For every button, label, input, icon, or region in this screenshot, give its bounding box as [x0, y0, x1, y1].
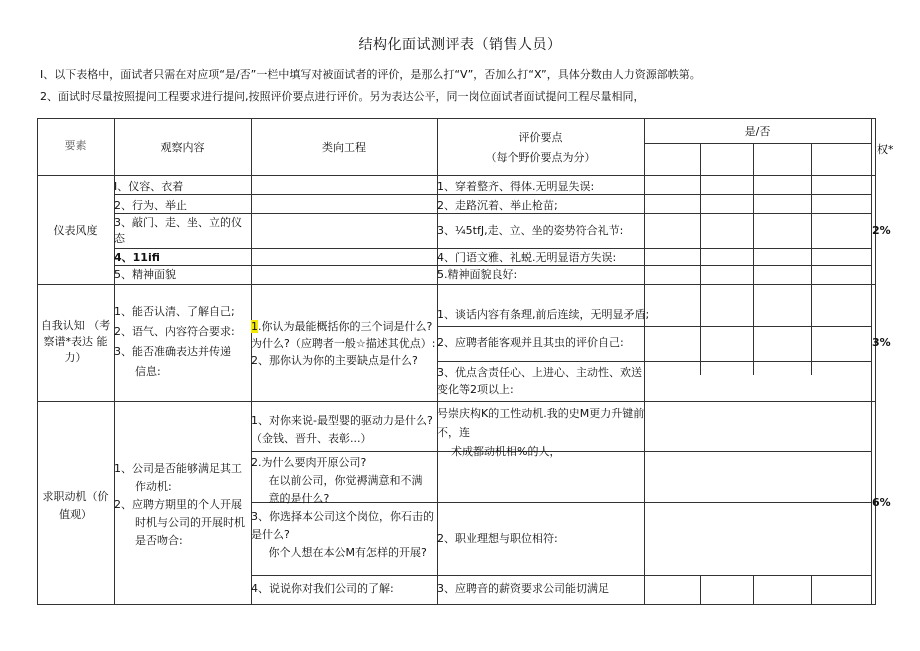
col-line — [700, 575, 701, 604]
eval-item: 2、走路沉着、举止枪苗; — [437, 199, 558, 212]
eval-item: 3、优点含责任心、上进心、主动性、欢送 变化等2项以上: — [437, 366, 642, 396]
question-item: 4、说说你对我们公司的了解: — [251, 582, 394, 595]
header-element: 要素 — [64, 139, 87, 152]
row-line — [437, 361, 871, 362]
element-appearance: 仪表风度 — [53, 224, 98, 237]
eval-item: 4、门语文雅、礼蜕.无明显语方失误: — [437, 251, 617, 264]
question-body: .你认为最能概括你的三个词是什么? 为什么?（应聘者一般☆描述其优点）: 2、那你认为你的主要缺点是什么? — [251, 320, 436, 367]
eval-item: 5.精神面貌良好: — [437, 268, 518, 281]
observe-text: 1、公司是否能够满足其工 作动机: 2、应聘方期里的个人开展 时机与公司的开展时机 是否吻合: — [114, 462, 245, 547]
eval-item: 2、应聘者能客观并且其虫的评价自己: — [437, 336, 624, 349]
header-bottom — [37, 175, 875, 176]
section-divider — [37, 284, 875, 285]
col-line — [871, 118, 872, 605]
page-title: 结构化面试测评表（销售人员） — [358, 37, 562, 53]
col-line — [753, 575, 754, 604]
observe-item: 4、11ifi — [114, 251, 160, 264]
header-observe: 观察内容 — [160, 141, 205, 154]
header-question: 类向工程 — [322, 141, 366, 154]
eval-item: 1、谈话内容有条理,前后连续，无明显矛盾; — [437, 308, 650, 321]
col-line — [811, 143, 812, 375]
table-border-top — [37, 118, 875, 119]
table-border-right — [875, 118, 876, 605]
yesno-divider — [644, 143, 871, 144]
eval-item: 号崇庆构K的工性动机.我的史M更力升键前 不，连 术成都动机相%的人， — [437, 407, 645, 458]
question-number-highlight: 1 — [251, 320, 258, 333]
eval-item: 3、应聘音的薪资要求公司能切满足 — [437, 582, 609, 595]
observe-text: 1、能否认清、了解自己; 2、语气、内容符合要求: 3、能否准确表达并传递 信息: — [114, 305, 235, 378]
header-yesno: 是/否 — [744, 125, 771, 138]
weight-value: 2% — [872, 224, 891, 237]
row-line — [437, 326, 871, 327]
header-eval: 评价要点 — [518, 131, 563, 144]
question-text — [251, 318, 435, 369]
row-line — [114, 248, 871, 249]
col-line — [644, 118, 645, 605]
table-border-bottom — [37, 604, 875, 605]
observe-item: 5、精神面貌 — [114, 268, 176, 281]
col-line — [753, 143, 754, 375]
header-eval-sub: （每个野价要点为分） — [485, 151, 596, 164]
question-item: 1、对你来说-最型婴的驱动力是什么? （金钱、晋升、表彰...） — [251, 414, 433, 445]
observe-item: I、仪容、衣着 — [114, 180, 184, 193]
instruction-note-2: 2、面试时尽量按照提问工程要求进行提问,按照评价要点进行评价。另为表达公平，同一岗位面试者面试提问工程尽量相同， — [40, 90, 645, 103]
col-line — [811, 575, 812, 604]
col-line — [700, 143, 701, 375]
row-line — [251, 502, 871, 503]
eval-item: 1、穿着整齐、得体.无明显失误: — [437, 180, 595, 193]
element-self-awareness: 自我认知 （考察谱*表达 能力） — [40, 319, 111, 364]
question-item: 3、你选择本公司这个岗位，你石击的 是什么? 你个人想在本公M有怎样的开展? — [251, 510, 434, 559]
row-line — [251, 451, 871, 452]
section-divider — [37, 401, 875, 402]
question-item: 2.为什么要肉开原公司? 在以前公司，你觉褥满意和不满 意的是什么? — [251, 456, 423, 505]
eval-item: 2、职业理想与职位相符: — [437, 532, 558, 545]
weight-value: 3% — [872, 336, 891, 349]
header-weight: 权* — [877, 143, 894, 156]
element-motivation: 求职动机（价 值观） — [42, 490, 109, 521]
observe-item: 3、敲门、走、坐、立的仪 态 — [114, 216, 242, 245]
row-line — [251, 575, 871, 576]
observe-item: 2、行为、举止 — [114, 199, 187, 212]
eval-item: 3、¼5tfJ,走、立、坐的姿势符合礼节: — [437, 224, 624, 237]
instruction-note-1: I、以下表格中，面试者只需在对应项“是/否”一栏中填写对被面试者的评价，是那么打“V”，否加么打“X”，具体分数由人力资源部帙第。 — [40, 68, 701, 81]
weight-value: 6% — [872, 496, 891, 509]
